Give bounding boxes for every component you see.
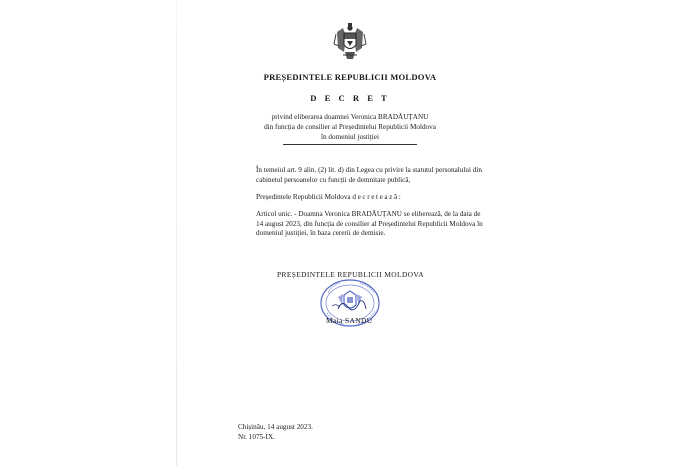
institution-title: PREȘEDINTELE REPUBLICII MOLDOVA xyxy=(263,72,437,82)
sole-article-paragraph: Articol unic. - Doamna Veronica BRADĂUȚANU se eliberează, de la data de 14 august 2023, din funcția de consilier al Președintelui Republicii Moldova în domeniul justiției, în baza cererii de demisie. xyxy=(256,210,483,238)
decree-subject xyxy=(178,113,522,142)
signatory-name: Maia SANDU xyxy=(326,316,373,325)
decree-lead: Președintele Republicii Moldova xyxy=(256,193,351,201)
subject-line: din funcția de consilier al Președintelui Republicii Moldova xyxy=(264,122,436,131)
page-edge xyxy=(176,0,177,466)
decree-verb: decretează: xyxy=(352,193,403,201)
decree-number: Nr. 1075-IX. xyxy=(238,433,275,441)
place-and-date: Chișinău, 14 august 2023. xyxy=(238,423,313,431)
document-footer xyxy=(238,422,313,442)
decree-formula xyxy=(256,193,488,203)
legal-basis-paragraph: În temeiul art. 9 alin. (2) lit. d) din Legea cu privire la statutul personalului din cabinetul persoanelor cu funcții de demnitate publică, xyxy=(256,166,482,184)
subject-line: în domeniul justiției xyxy=(321,132,379,141)
signature-title: PREȘEDINTELE REPUBLICII MOLDOVA xyxy=(277,270,424,279)
subject-underline xyxy=(283,144,417,145)
coat-of-arms-icon xyxy=(333,22,367,62)
subject-line: privind eliberarea doamnei Veronica BRADĂUȚANU xyxy=(271,113,429,121)
document-type: D E C R E T xyxy=(310,93,390,103)
